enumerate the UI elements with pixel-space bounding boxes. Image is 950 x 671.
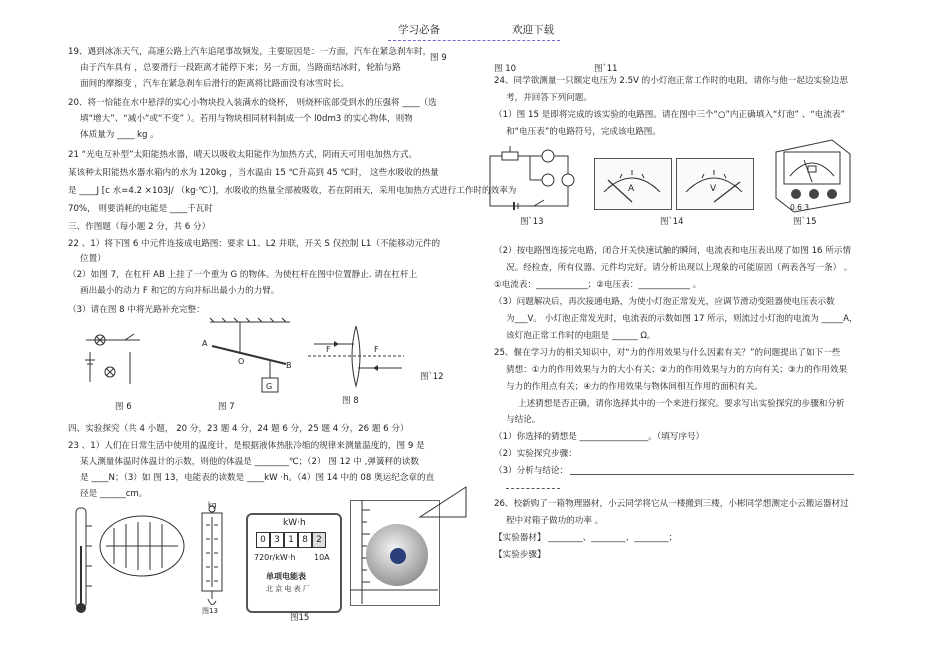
q24-line4: 和“电压表”的电路符号，完成该电路图。 bbox=[506, 127, 661, 137]
q25-line6: （1）你选择的猜想是 ________________。（填写序号） bbox=[494, 432, 705, 442]
q24b-line2: 况。经检查，所有仪器、元件均完好。请分析出现以上现象的可能原因（两表各写一条） 。 bbox=[506, 263, 853, 273]
meter-rate: 720r/kW·h bbox=[254, 553, 296, 562]
q26-equipment: 【实验器材】 ________、________、________； bbox=[494, 533, 678, 543]
q24b-line4: （3）问题解决后，再次接通电路，为使小灯泡正常发光，应调节滑动变阻器使电压表示数 bbox=[494, 297, 835, 307]
svg-text:G: G bbox=[266, 382, 273, 391]
voltmeter-label: V bbox=[710, 184, 717, 194]
q25-line8: （3）分析与结论： bbox=[494, 466, 569, 476]
q19-line3: 面间的摩擦变 ，汽车在紧急刹车后滑行的距离将比路面没有冰雪时长。 bbox=[80, 79, 350, 89]
q21-line1: 21 “光电互补型”太阳能热水器，晴天以吸收太阳能作为加热方式，阴雨天可用电加热方式。 bbox=[68, 150, 418, 160]
meter-digit: 3 bbox=[270, 532, 284, 548]
fig10-caption: 图 10 bbox=[494, 64, 517, 74]
fig13b-caption: 图`13 bbox=[520, 217, 544, 227]
figure-7-lever bbox=[200, 318, 300, 398]
q24-line2: 考，并回答下列问题。 bbox=[506, 93, 592, 103]
q23-line2: 某人测量体温时体温计的示数，则他的体温是 ________℃；（2） 图 12 中 ,弹簧秤的读数 bbox=[80, 457, 419, 467]
fig7-caption: 图 7 bbox=[218, 402, 235, 412]
answer-line[interactable] bbox=[570, 474, 854, 475]
fig12-caption: 图`12 bbox=[420, 372, 444, 382]
meter-digit: 1 bbox=[284, 532, 298, 548]
circuit-diagram bbox=[486, 140, 578, 212]
q26-line1: 26、校新购了一箱物理器材，小云同学将它从一楼搬到三楼，小彬同学想测定小云搬运器材过 bbox=[494, 499, 849, 509]
section-3-title: 三、作图题（每小题 2 分，共 6 分） bbox=[68, 222, 211, 232]
q25-line4: 上述猜想是否正确，请你选择其中的一个来进行探究。要求写出实验探究的步骤和分析 bbox=[518, 399, 845, 409]
q23-line1: 23 、1）人们在日常生活中使用的温度计，是根据液体热胀冷缩的规律来测量温度的，图 9 是 bbox=[68, 441, 425, 451]
meter-name: 单项电能表 bbox=[266, 572, 306, 581]
q24-line1: 24、同学欲测量一只额定电压为 2.5V 的小灯泡正常工作时的电阻，请你与他一起边实验边思 bbox=[494, 76, 848, 86]
fig15b-caption: 图`15 bbox=[793, 217, 817, 227]
q19-line1: 19、遇到冰冻天气，高速公路上汽车追尾事故频发，主要原因是：一方面，汽车在紧急刹车时， bbox=[68, 47, 432, 57]
svg-text:F: F bbox=[326, 345, 331, 354]
q25-line5: 与结论。 bbox=[506, 415, 541, 425]
set-square bbox=[418, 485, 468, 519]
q24b-line6: 该灯泡正常工作时的电阻是 ______ Ω。 bbox=[506, 331, 656, 341]
svg-text:A: A bbox=[202, 339, 208, 348]
q25-line2: 猜想：①力的作用效果与力的大小有关；②力的作用效果与力的方向有关；③力的作用效果 bbox=[506, 365, 848, 375]
section-4-title: 四、实验探究（共 4 小题， 20 分，23 题 4 分，24 题 6 分，25 题 4 分，26 题 6 分） bbox=[68, 424, 409, 434]
spring-scale bbox=[196, 505, 228, 611]
q26-line2: 程中对箱子做功的功率 。 bbox=[506, 516, 604, 526]
meter-amp: 10A bbox=[314, 553, 330, 562]
svg-text:O: O bbox=[238, 357, 245, 366]
q23-line4: 径是 ______cm。 bbox=[80, 489, 148, 499]
fig13-caption: 图13 bbox=[202, 607, 218, 615]
q22-line3: （2）如图 7，在杠杆 AB 上挂了一个重为 G 的物体。为使杠杆在图中位置静止. 请在杠杆上 bbox=[68, 270, 418, 280]
ammeter-scale bbox=[594, 158, 670, 208]
meter-unit: kW·h bbox=[283, 518, 306, 528]
q24b-line1: （2）按电路图连接完电路，闭合开关快速试触的瞬间，电流表和电压表出现了如图 16 所示情 bbox=[494, 246, 852, 256]
q24b-line3: ①电流表：____________；②电压表：____________ 。 bbox=[494, 280, 702, 290]
header-right: 欢迎下载 bbox=[512, 24, 554, 36]
fig8-caption: 图 8 bbox=[342, 396, 359, 406]
q21-line3: 是 ____J [c 水=4.2 ×103J/ （kg·℃）]，水吸收的热量全部被吸收，若在阴雨天，采用电加热方式进行工作时的效率为 bbox=[68, 186, 517, 196]
q24-line3: （1）图 15 是即将完成的该实验的电路图。请在图中三个“○”内正确填入“灯泡” 、“电流表” bbox=[494, 110, 845, 120]
header-divider bbox=[388, 40, 560, 41]
svg-text:F: F bbox=[374, 345, 379, 354]
meter-digit: 8 bbox=[298, 532, 312, 548]
header-left: 学习必备 bbox=[398, 24, 440, 36]
q20-line1: 20、将一恰能在水中悬浮的实心小物块投入装满水的烧杯， 则烧杯底部受到水的压强将 ____（选 bbox=[68, 98, 437, 108]
fig11-caption: 图`11 bbox=[594, 64, 618, 74]
meter-maker: 北 京 电 表 厂 bbox=[266, 585, 310, 593]
q22-line5: （3）请在图 8 中将光路补充完整： bbox=[68, 305, 205, 315]
q21-line4: 70%， 则要消耗的电能是 ____千瓦时 bbox=[68, 204, 213, 214]
meter-digit-decimal: 2 bbox=[312, 532, 326, 548]
fig9-caption: 图 9 bbox=[430, 53, 447, 63]
fig6-caption: 图 6 bbox=[115, 402, 132, 412]
figure-8-lens bbox=[308, 322, 408, 392]
q22-line2: 位置） bbox=[80, 254, 106, 264]
voltmeter-scale bbox=[676, 158, 752, 208]
fig15-caption: 图15 bbox=[290, 613, 310, 623]
q24b-line5: 为___V。 小灯泡正常发光时，电流表的示数如图 17 所示，则流过小灯泡的电流为 _____A， bbox=[506, 314, 858, 324]
meter15-terminals: 0.6 3 bbox=[790, 203, 810, 212]
figure-6-circuit bbox=[80, 322, 170, 392]
q22-line4: 画出最小的动力 F 和它的方向并标出最小力的力臂。 bbox=[80, 286, 280, 296]
q20-line2: 填“增大”、“减小”或“不变” ）。若用与物块相同材料制成一个 l0dm3 的实心物体，则物 bbox=[80, 114, 413, 124]
meter-digits bbox=[256, 532, 326, 548]
medal-emblem bbox=[390, 548, 406, 564]
q23-line3: 是 ____N；（3）如 图 13，电能表的读数是 ____kW ·h。（4）图 14 中的 08 奥运纪念章的直 bbox=[80, 473, 435, 483]
answer-line-2[interactable] bbox=[506, 488, 560, 489]
svg-text:B: B bbox=[286, 361, 292, 370]
q25-line7: （2）实验探究步骤： bbox=[494, 449, 577, 459]
ammeter-3d bbox=[770, 136, 856, 214]
figure-9-thermometer bbox=[70, 506, 190, 616]
fig14b-caption: 图`14 bbox=[660, 217, 684, 227]
q25-line3: 与力的作用点有关；④力的作用效果与物体间相互作用的面积有关。 bbox=[506, 382, 763, 392]
scale-unit: kg bbox=[208, 501, 217, 509]
q26-steps: 【实验步骤】 bbox=[494, 550, 546, 560]
q22-line1: 22 、1）将下图 6 中元件连接成电路图：要求 L1、L2 并联，开关 S 仅控制 L1（不能移动元件的 bbox=[68, 239, 441, 249]
q21-line2: 某该种太阳能热水器水箱内的水为 120kg ，当水温由 15 ℃升高到 45 ℃时， 这些水吸收的热量 bbox=[68, 168, 439, 178]
q20-line3: 体质量为 ____ kg 。 bbox=[80, 130, 159, 140]
q25-line1: 25、偃在学习力的相关知识中，对“力的作用效果与什么因素有关？”的问题提出了如下一些 bbox=[494, 348, 841, 358]
ammeter-label: A bbox=[628, 184, 635, 194]
meter-digit: 0 bbox=[256, 532, 270, 548]
q19-line2: 由于汽车具有 ，总要滑行一段距离才能停下来；另一方面，当路面结冰时，轮胎与路 bbox=[80, 63, 401, 73]
